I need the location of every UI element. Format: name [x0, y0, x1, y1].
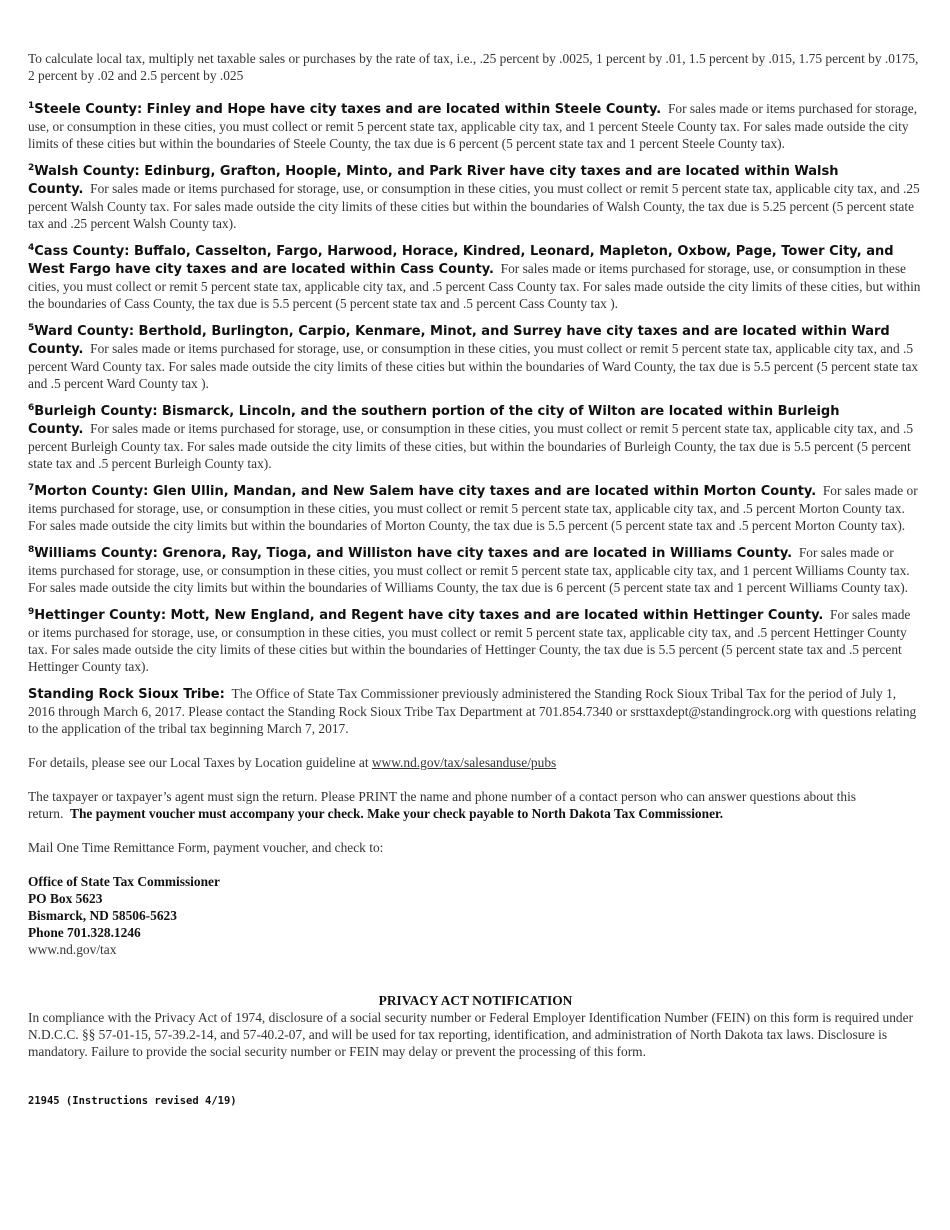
details-paragraph: [28, 754, 923, 771]
county-body: For sales made or items purchased for storage, use, or consumption in these cities, you must collect or remit 5 percent state tax, applicable city tax, and .5 percent Ward County tax. For sales made outside the city limits of these cities but within the boundaries of Ward County, the tax due is 5.5 percent (5 percent state tax and .5 percent Ward County tax ).: [28, 341, 919, 391]
county-body: For sales made or items purchased for storage, use, or consumption in these cities, you must collect or remit 5 percent state tax, applicable city tax, and 1 percent Williams County tax. For sales made outside the city limits but within the boundaries of Williams County, the tax due is 6 percent (5 percent state tax and 1 percent Williams County tax).: [28, 545, 910, 595]
county-heading-text: Morton County: Glen Ullin, Mandan, and New Salem have city taxes and are located within Morton County.: [34, 484, 817, 499]
county-section: [28, 544, 923, 596]
county-section: [28, 242, 923, 312]
address-website: www.nd.gov/tax: [28, 942, 117, 957]
standing-rock-heading: Standing Rock Sioux Tribe:: [28, 687, 225, 702]
county-body: For sales made or items purchased for storage, use, or consumption in these cities, you must collect or remit 5 percent state tax, applicable city tax, and .5 percent Cass County tax. For sales made outside the city limits of these cities, but within the boundaries of Cass County, the tax due is 5.5 percent (5 percent state tax and .5 percent Cass County tax ).: [28, 261, 921, 311]
county-section: [28, 482, 923, 534]
mail-intro: Mail One Time Remittance Form, payment voucher, and check to:: [28, 840, 384, 855]
standing-rock-section: [28, 685, 923, 737]
footnote-number: 8: [28, 545, 35, 555]
county-sections: [28, 100, 923, 675]
signature-text: The taxpayer or taxpayer’s agent must sign the return. Please PRINT the name and phone number of a contact person who can answer questions about this return.: [28, 789, 857, 821]
county-section: [28, 162, 923, 232]
county-body: For sales made or items purchased for storage, use, or consumption in these cities, you must collect or remit 5 percent state tax, applicable city tax, and .5 percent Burleigh County tax. For sales made outside the city limits of these cities, but within the boundaries of Burleigh County, the tax due is 5.5 percent (5 percent state tax and .5 percent Burleigh County tax).: [28, 421, 914, 471]
county-heading-text: Williams County: Grenora, Ray, Tioga, and Williston have city taxes and are located in Williams County.: [34, 546, 793, 561]
form-footer: 21945 (Instructions revised 4/19): [28, 1095, 237, 1107]
county-section: [28, 606, 923, 675]
address-phone: Phone 701.328.1246: [28, 925, 141, 940]
county-heading-text: Burleigh County: Bismarck, Lincoln, and the southern portion of the city of Wilton are located within Burleigh County.: [28, 404, 840, 437]
footnote-number: 4: [28, 243, 35, 253]
county-heading: [28, 102, 661, 117]
instructions-page: [28, 50, 923, 1110]
county-body: For sales made or items purchased for storage, use, or consumption in these cities, you must collect or remit 5 percent state tax, applicable city tax, and 1 percent Steele County tax. For sales made outside the city limits of these cities but within the boundaries of Steele County, the tax due is 6 percent (5 percent state tax and 1 percent Steele County tax).: [28, 101, 918, 151]
county-heading-text: Ward County: Berthold, Burlington, Carpio, Kenmare, Minot, and Surrey have city taxes and are located within Ward County.: [28, 324, 890, 357]
footnote-number: 9: [28, 607, 35, 617]
county-heading-text: Hettinger County: Mott, New England, and Regent have city taxes and are located within Hettinger County.: [34, 608, 824, 623]
address-po-box: PO Box 5623: [28, 891, 103, 906]
county-section: [28, 402, 923, 472]
county-heading-text: Steele County: Finley and Hope have city taxes and are located within Steele County.: [34, 102, 662, 117]
county-heading-text: Cass County: Buffalo, Casselton, Fargo, Harwood, Horace, Kindred, Leonard, Mapleton, Oxbow, Page, Tower City, and West Fargo have city taxes and are located within Cass County.: [28, 244, 894, 277]
county-body: For sales made or items purchased for storage, use, or consumption in these cities, you must collect or remit 5 percent state tax, applicable city tax, and .25 percent Walsh County tax. For sales made outside the city limits of these cities but within the boundaries of Walsh County, the tax due is 5.25 percent (5 percent state tax and .25 percent Walsh County tax).: [28, 181, 920, 231]
county-heading: [28, 484, 816, 499]
footnote-number: 6: [28, 403, 35, 413]
privacy-title: PRIVACY ACT NOTIFICATION: [378, 993, 573, 1008]
standing-rock-body: The Office of State Tax Commissioner previously administered the Standing Rock Sioux Tribal Tax for the period of July 1, 2016 through March 6, 2017. Please contact the Standing Rock Sioux Tribe Tax Department at 701.854.7340 or srsttaxdept@standingrock.org with questions relating to the application of the tribal tax beginning March 7, 2017.: [28, 686, 917, 736]
footnote-number: 5: [28, 323, 35, 333]
county-body: For sales made or items purchased for storage, use, or consumption in these cities, you must collect or remit 5 percent state tax, applicable city tax, and .5 percent Morton County tax. For sales made outside the city limits but within the boundaries of Morton County, the tax due is 5.5 percent (5 percent state tax and .5 percent Morton County tax).: [28, 483, 918, 533]
county-heading: [28, 546, 792, 561]
county-heading-text: Walsh County: Edinburg, Grafton, Hoople, Minto, and Park River have city taxes and are located within Walsh County.: [28, 164, 839, 197]
address-city: Bismarck, ND 58506-5623: [28, 908, 177, 923]
county-section: [28, 100, 923, 152]
signature-paragraph: [28, 788, 923, 822]
intro-paragraph: To calculate local tax, multiply net taxable sales or purchases by the rate of tax, i.e., .25 percent by .0025, 1 percent by .01, 1.5 percent by .015, 1.75 percent by .0175, 2 percent by .02 and 2.5 percent by .025: [28, 51, 919, 83]
pubs-link[interactable]: www.nd.gov/tax/salesanduse/pubs: [371, 755, 557, 770]
footnote-number: 1: [28, 101, 35, 111]
footnote-number: 7: [28, 483, 35, 493]
county-body: For sales made or items purchased for storage, use, or consumption in these cities, you must collect or remit 5 percent state tax, applicable city tax, and .5 percent Hettinger County tax. For sales made outside the city limits of these cities but within the boundaries of Hettinger County, the tax due is 5.5 percent (5 percent state tax and .5 percent Hettinger County tax).: [28, 607, 911, 674]
county-section: [28, 322, 923, 392]
footnote-number: 2: [28, 163, 35, 173]
mailing-address: [28, 873, 923, 958]
address-office: Office of State Tax Commissioner: [28, 874, 220, 889]
payment-voucher-note: The payment voucher must accompany your check. Make your check payable to North Dakota Tax Commissioner.: [70, 806, 724, 821]
privacy-body: In compliance with the Privacy Act of 1974, disclosure of a social security number or Federal Employer Identification Number (FEIN) on this form is required under N.D.C.C. §§ 57-01-15, 57-39.2-14, and 57-40.2-07, and will be used for tax reporting, identification, and administration of North Dakota tax laws. Disclosure is mandatory. Failure to provide the social security number or FEIN may delay or prevent the processing of this form.: [28, 1010, 914, 1059]
county-heading: [28, 608, 823, 623]
details-text: For details, please see our Local Taxes by Location guideline at: [28, 755, 372, 770]
